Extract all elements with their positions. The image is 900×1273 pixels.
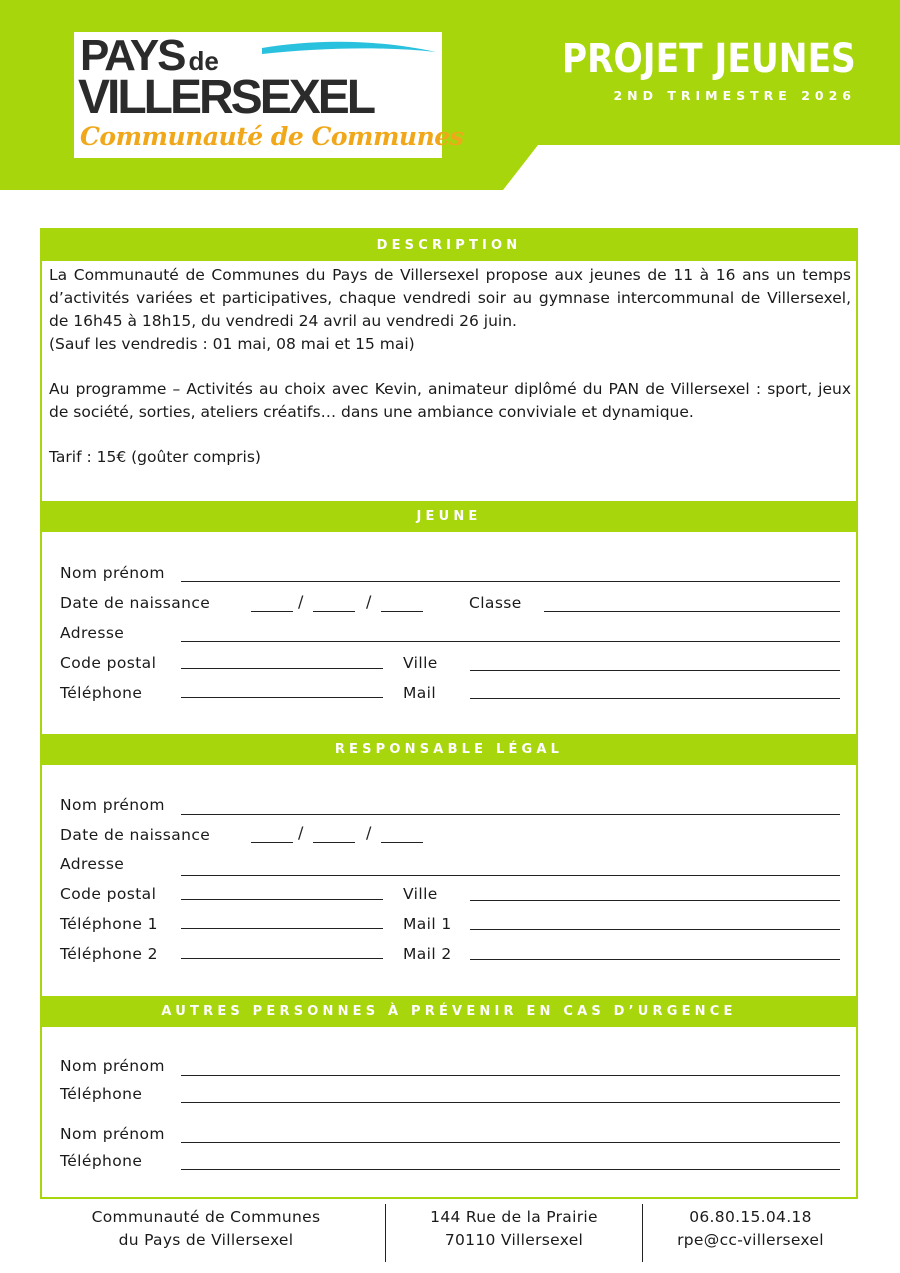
resp-nom-label: Nom prénom — [60, 796, 165, 814]
resp-ville-field[interactable] — [470, 900, 840, 901]
resp-mail1-label: Mail 1 — [403, 915, 452, 933]
resp-tel2-label: Téléphone 2 — [60, 945, 158, 963]
jeune-naissance-year-field[interactable] — [381, 611, 423, 612]
jeune-classe-label: Classe — [469, 594, 522, 612]
jeune-ville-label: Ville — [403, 654, 438, 672]
footer-address: 144 Rue de la Prairie 70110 Villersexel — [430, 1208, 598, 1249]
section-description-heading: DESCRIPTION — [42, 230, 856, 261]
description-paragraph-2: Au programme – Activités au choix avec Kevin, animateur diplômé du PAN de Villersexel : sport, jeux de société, sorties, ateliers créatifs… dans une ambiance conviviale et dynamique. — [49, 380, 851, 421]
jeune-naissance-day-field[interactable] — [251, 611, 293, 612]
urgence-tel2-field[interactable] — [181, 1169, 840, 1170]
urgence-nom1-label: Nom prénom — [60, 1057, 165, 1075]
registration-form: DESCRIPTION La Communauté de Communes du Pays de Villersexel propose aux jeunes de 11 à 16 ans un temps d’activités variées et participatives, chaque vendredi soir au gymnase intercommunal de Villersexel, de 16h45 à 18h15, du vendredi 24 avril au vendredi 26 juin. (Sauf les vendredis : 01 mai, 08 mai et 15 mai) Au programme – Activités au choix avec Kevin, animateur diplômé du PAN de Villersexel : sport, jeux de société, sorties, ateliers créatifs… dans une ambiance conviviale et dynamique. Tarif : 15€ (goûter compris) JEUNE Nom prénom Date de naissance / / Classe Adresse Code postal Ville Téléphone Mail RESPONSABLE LÉGAL Nom prénom Date de naissance / / Adresse Code postal Ville Téléphone 1 Mail 1 Téléphone 2 Mail 2 AUTRES PERSONNES À PRÉVENIR EN CAS D’URGENCE Nom prénom Téléphone Nom prénom Téléphone — [40, 228, 858, 1199]
resp-mail2-label: Mail 2 — [403, 945, 452, 963]
description-tarif: Tarif : 15€ (goûter compris) — [49, 448, 261, 466]
resp-cp-label: Code postal — [60, 885, 157, 903]
logo-pays: PAYS de — [80, 31, 219, 80]
jeune-nom-label: Nom prénom — [60, 564, 165, 582]
jeune-ville-field[interactable] — [470, 670, 840, 671]
footer — [40, 1200, 858, 1273]
resp-mail2-field[interactable] — [470, 959, 840, 960]
urgence-tel2-label: Téléphone — [60, 1152, 143, 1170]
section-jeune-heading: JEUNE — [42, 501, 856, 532]
resp-ville-label: Ville — [403, 885, 438, 903]
resp-tel1-label: Téléphone 1 — [60, 915, 158, 933]
jeune-cp-field[interactable] — [181, 668, 383, 669]
resp-mail1-field[interactable] — [470, 929, 840, 930]
logo-villersexel: VILLERSEXEL — [78, 71, 374, 124]
resp-naissance-label: Date de naissance — [60, 826, 211, 844]
footer-organisation: Communauté de Communes du Pays de Villersexel — [91, 1208, 321, 1249]
section-urgence-heading: AUTRES PERSONNES À PRÉVENIR EN CAS D’URGENCE — [42, 996, 856, 1027]
footer-phone[interactable]: 06.80.15.04.18 — [689, 1208, 812, 1226]
resp-tel2-field[interactable] — [181, 958, 383, 959]
jeune-nom-field[interactable] — [181, 581, 840, 582]
description-note: (Sauf les vendredis : 01 mai, 08 mai et 15 mai) — [49, 335, 415, 353]
description-text — [49, 264, 851, 469]
footer-contact — [643, 1206, 858, 1252]
resp-naissance-day-field[interactable] — [251, 842, 293, 843]
jeune-naissance-label: Date de naissance — [60, 594, 211, 612]
resp-adresse-label: Adresse — [60, 855, 125, 873]
logo-swoosh-icon — [260, 38, 438, 60]
jeune-cp-label: Code postal — [60, 654, 157, 672]
urgence-tel1-label: Téléphone — [60, 1085, 143, 1103]
urgence-nom2-label: Nom prénom — [60, 1125, 165, 1143]
resp-naissance-year-field[interactable] — [381, 842, 423, 843]
logo — [74, 31, 464, 158]
resp-naissance-month-field[interactable] — [313, 842, 355, 843]
urgence-nom2-field[interactable] — [181, 1142, 840, 1143]
page-subtitle: 2ND TRIMESTRE 2026 — [613, 88, 856, 103]
resp-nom-field[interactable] — [181, 814, 840, 815]
jeune-tel-label: Téléphone — [60, 684, 143, 702]
jeune-naissance-month-field[interactable] — [313, 611, 355, 612]
description-paragraph-1: La Communauté de Communes du Pays de Villersexel propose aux jeunes de 11 à 16 ans un temps d’activités variées et participatives, chaque vendredi soir au gymnase intercommunal de Villersexel, de 16h45 à 18h15, du vendredi 24 avril au vendredi 26 juin. — [49, 266, 851, 330]
jeune-mail-field[interactable] — [470, 698, 840, 699]
urgence-tel1-field[interactable] — [181, 1102, 840, 1103]
jeune-adresse-field[interactable] — [181, 641, 840, 642]
footer-email[interactable]: rpe@cc-villersexel — [677, 1231, 824, 1249]
resp-cp-field[interactable] — [181, 899, 383, 900]
jeune-tel-field[interactable] — [181, 697, 383, 698]
logo-tagline: Communauté de Communes — [80, 122, 464, 151]
resp-tel1-field[interactable] — [181, 928, 383, 929]
jeune-classe-field[interactable] — [544, 611, 840, 612]
jeune-adresse-label: Adresse — [60, 624, 125, 642]
section-responsable-heading: RESPONSABLE LÉGAL — [42, 734, 856, 765]
urgence-nom1-field[interactable] — [181, 1075, 840, 1076]
jeune-mail-label: Mail — [403, 684, 437, 702]
resp-adresse-field[interactable] — [181, 875, 840, 876]
page-title: PROJET JEUNES — [562, 36, 856, 82]
